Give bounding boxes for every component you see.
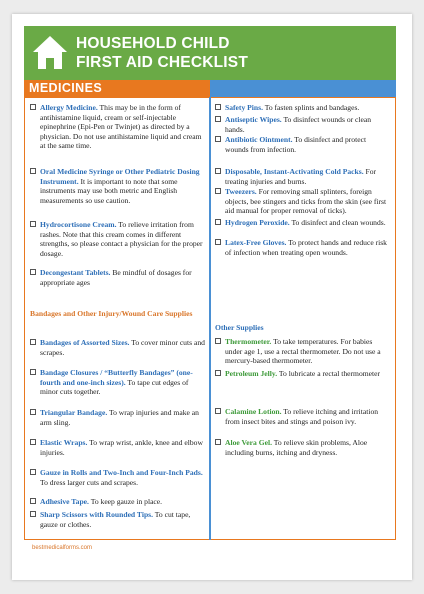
- checklist-item: [30, 438, 206, 457]
- checklist-item: [30, 497, 206, 507]
- checkbox[interactable]: [215, 370, 221, 376]
- checklist-item: [30, 167, 206, 205]
- checklist-item: [215, 103, 390, 113]
- item-description: To disinfect and clean wounds.: [289, 218, 386, 227]
- section-heading-blue-bar: [210, 80, 396, 97]
- checkbox[interactable]: [215, 168, 221, 174]
- item-name: Calamine Lotion.: [225, 407, 282, 416]
- house-icon: [30, 33, 70, 73]
- checklist-item: [30, 368, 206, 397]
- checklist-item: [30, 408, 206, 427]
- checkbox[interactable]: [215, 439, 221, 445]
- checkbox[interactable]: [215, 219, 221, 225]
- checkbox[interactable]: [30, 498, 36, 504]
- checklist-item: [30, 268, 206, 287]
- checklist-item: [215, 218, 390, 228]
- item-name: Hydrogen Peroxide.: [225, 218, 290, 227]
- checkbox[interactable]: [30, 409, 36, 415]
- section-heading-bandages: Bandages and Other Injury/Wound Care Supplies: [30, 309, 193, 318]
- item-description: For treating injuries and burns.: [225, 167, 377, 186]
- item-description: To lubricate a rectal thermometer: [277, 369, 381, 378]
- item-description: To disinfect and protect wounds from infection.: [225, 135, 367, 154]
- item-name: Hydrocortisone Cream.: [40, 220, 117, 229]
- item-description: To relieve irritation from rashes. Note that this cream comes in different strengths, so please contact a physician for the proper dosage.: [40, 220, 203, 258]
- checkbox[interactable]: [30, 269, 36, 275]
- column-headers: [24, 80, 396, 97]
- item-name: Elastic Wraps.: [40, 438, 88, 447]
- item-name: Bandages of Assorted Sizes.: [40, 338, 130, 347]
- checkbox[interactable]: [30, 339, 36, 345]
- item-name: Allergy Medicine.: [40, 103, 98, 112]
- footer-website: bestmedicalforms.com: [32, 545, 93, 551]
- checkbox[interactable]: [215, 338, 221, 344]
- checklist-item: [215, 167, 390, 186]
- checklist-item: [215, 238, 390, 257]
- checkbox[interactable]: [215, 136, 221, 142]
- page-title: [76, 34, 248, 72]
- title-banner: [24, 26, 396, 80]
- item-description: It is important to note that some instruments may use both metric and English measurements so use caution.: [40, 176, 178, 205]
- item-description: To cut tape, gauze or clothes.: [40, 510, 191, 529]
- checklist-item: [215, 369, 390, 379]
- item-description: To protect hands and reduce risk of infection when treating open wounds.: [225, 238, 387, 257]
- checkbox[interactable]: [30, 469, 36, 475]
- item-description: To wrap injuries and make an arm sling.: [40, 408, 199, 427]
- item-description: To wrap wrist, ankle, knee and elbow injuries.: [40, 438, 203, 457]
- item-name: Safety Pins.: [225, 103, 263, 112]
- checkbox[interactable]: [215, 104, 221, 110]
- checkbox[interactable]: [215, 408, 221, 414]
- item-name: Adhesive Tape.: [40, 497, 89, 506]
- checklist-item: [215, 407, 390, 426]
- item-name: Tweezers.: [225, 187, 257, 196]
- checklist-item: [30, 468, 206, 487]
- checklist-item: [215, 115, 390, 134]
- item-name: Thermometer.: [225, 337, 272, 346]
- item-name: Bandage Closures / “Butterfly Bandages” (one-fourth and one-inch sizes).: [40, 368, 193, 387]
- section-heading-medicines: MEDICINES: [24, 80, 210, 97]
- column-divider: [209, 97, 211, 540]
- item-name: Decongestant Tablets.: [40, 268, 111, 277]
- item-description: For removing small splinters, foreign objects, bee stingers and ticks from the skin (see first aid manual for proper removal of ticks).: [225, 187, 387, 215]
- checkbox[interactable]: [30, 439, 36, 445]
- checklist-item: [30, 103, 206, 151]
- item-name: Latex-Free Gloves.: [225, 238, 287, 247]
- checklist-item: [215, 337, 390, 366]
- section-heading-other-supplies: Other Supplies: [215, 323, 264, 332]
- item-description: To relieve skin problems, Aloe including burns, itching and dryness.: [225, 438, 368, 457]
- checkbox[interactable]: [30, 369, 36, 375]
- checkbox[interactable]: [215, 116, 221, 122]
- checklist-item: [215, 187, 390, 216]
- item-description: To keep gauze in place.: [88, 497, 163, 506]
- checklist-item: [30, 510, 206, 529]
- item-description: To cover minor cuts and scrapes.: [40, 338, 205, 357]
- item-name: Gauze in Rolls and Two-Inch and Four-Inch Pads.: [40, 468, 203, 477]
- item-description: To relieve itching and irritation from insect bites and stings and poison ivy.: [225, 407, 379, 426]
- checkbox[interactable]: [30, 511, 36, 517]
- checkbox[interactable]: [215, 188, 221, 194]
- item-name: Sharp Scissors with Rounded Tips.: [40, 510, 154, 519]
- checklist-item: [215, 135, 390, 154]
- item-name: Petroleum Jelly.: [225, 369, 278, 378]
- title-line-1: HOUSEHOLD CHILD: [76, 35, 230, 52]
- checkbox[interactable]: [30, 221, 36, 227]
- item-description: To fasten splints and bandages.: [262, 103, 360, 112]
- item-description: To dress larger cuts and scrapes.: [40, 477, 139, 487]
- checkbox[interactable]: [30, 104, 36, 110]
- checkbox[interactable]: [215, 239, 221, 245]
- checklist-item: [30, 220, 206, 258]
- item-name: Antiseptic Wipes.: [225, 115, 282, 124]
- item-name: Oral Medicine Syringe or Other Pediatric Dosing Instrument.: [40, 167, 200, 186]
- item-name: Antibiotic Ointment.: [225, 135, 293, 144]
- item-description: To tape cut edges of minor cuts together.: [40, 377, 189, 396]
- item-description: Be mindful of dosages for appropriate ages: [40, 268, 192, 287]
- item-name: Disposable, Instant-Activating Cold Packs.: [225, 167, 364, 176]
- checklist-item: [30, 338, 206, 357]
- item-name: Aloe Vera Gel.: [225, 438, 273, 447]
- item-description: This may be in the form of antihistamine liquid, cream or self-injectable epinephrine (Epi-Pen or Twinjet) as directed by a physician. Do not use antihistamine liquid and cream at the same time.: [40, 103, 202, 150]
- item-description: To disinfect wounds or clean hands.: [225, 115, 372, 134]
- checklist-item: [215, 438, 390, 457]
- title-line-2: FIRST AID CHECKLIST: [76, 54, 248, 71]
- checkbox[interactable]: [30, 168, 36, 174]
- item-name: Triangular Bandage.: [40, 408, 108, 417]
- item-description: To take temperatures. For babies under age 1, use a rectal thermometer. Do not use a mercury-based thermometer.: [225, 337, 381, 365]
